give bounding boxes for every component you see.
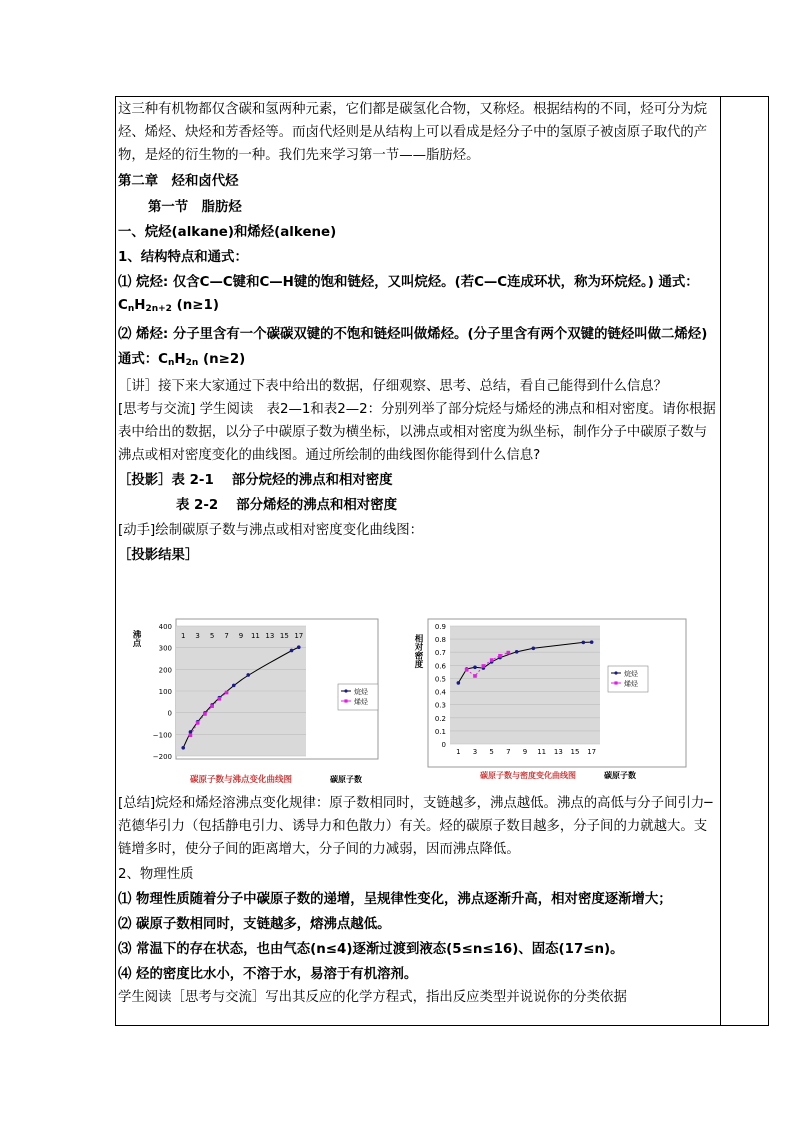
c2-ytick-label: 0.1: [434, 727, 446, 736]
c1-point-烯烃: [225, 691, 229, 695]
property-2: ⑵ 碳原子数相同时，支链越多，熔沸点越低。: [118, 917, 391, 932]
alkane-formula-c: C: [118, 298, 128, 313]
chart2-ylabel: 相对密度: [413, 634, 423, 668]
c1-ytick-label: 400: [158, 623, 172, 631]
c2-ytick-label: 0.2: [434, 714, 446, 723]
projection-table-2: 表 2-2 部分烯烃的沸点和相对密度: [176, 498, 397, 513]
c1-legend-marker: [344, 699, 347, 702]
c2-ytick-label: 0.9: [434, 623, 446, 631]
c1-xtick-label: 1: [180, 632, 186, 640]
lower-content: [118, 792, 718, 1009]
c2-legend-marker: [614, 681, 617, 684]
c1-xtick-label: 11: [250, 632, 260, 640]
c1-point-烯烃: [196, 721, 200, 725]
c1-point-烷烃: [181, 746, 185, 750]
c2-legend-label: 烯烃: [624, 680, 638, 688]
projection-result: ［投影结果］: [118, 548, 199, 563]
column-divider: [720, 96, 721, 1026]
c2-legend-label: 烷烃: [624, 670, 638, 678]
c1-xtick-label: 7: [224, 632, 229, 640]
c1-ytick-label: 200: [158, 666, 172, 675]
c2-point-烷烃: [473, 666, 477, 670]
c2-ytick-label: 0: [441, 741, 446, 749]
heading-structure: 1、结构特点和通式：: [118, 250, 248, 265]
chart2-caption: 碳原子数与密度变化曲线图: [480, 771, 576, 780]
alkene-formula-sub: 2n: [185, 358, 199, 368]
c2-xtick-label: 17: [587, 748, 597, 756]
c2-point-烷烃: [590, 640, 594, 644]
summary-text: [总结]烷烃和烯烃溶沸点变化规律：原子数相同时，支链越多，沸点越低。沸点的高低与分子间引力─范德华引力（包括静电引力、诱导力和色散力）有关。烃的碳原子数目越多，分子间的力就越大。支链增多时，使分子间的距离增大，分子间的力减弱，因而沸点降低。: [118, 796, 713, 857]
lecture-text: ［讲］接下来大家通过下表中给出的数据，仔细观察、思考、总结，看自己能得到什么信息？: [118, 379, 668, 394]
main-content: [118, 98, 718, 567]
c1-point-烯烃: [203, 712, 207, 716]
handson-text: [动手]绘制碳原子数与沸点或相对密度变化曲线图：: [118, 523, 424, 538]
c2-xtick-label: 7: [506, 748, 511, 756]
alkane-def-text: ⑴ 烷烃: 仅含C—C键和C—H键的饱和链烃，又叫烷烃。(若C—C连成环状，称为环烷烃。) 通式：: [118, 275, 699, 290]
alkane-formula-h: H: [134, 298, 146, 313]
c1-xtick-label: 13: [265, 632, 275, 640]
alkene-formula-n: n: [168, 358, 175, 368]
c1-xtick-label: 5: [209, 632, 215, 640]
c2-ytick-label: 0.4: [434, 688, 446, 697]
c2-ytick-label: 0.3: [434, 701, 446, 710]
chapter-heading: 第二章 烃和卤代烃: [118, 174, 239, 189]
c1-ytick-label: 0: [167, 709, 172, 718]
alkene-formula-prefix: 通式：: [118, 352, 159, 367]
c1-point-烷烃: [246, 673, 250, 677]
c2-point-烷烃: [457, 681, 461, 685]
c1-legend-marker: [344, 689, 347, 692]
c2-xtick-label: 3: [472, 748, 478, 756]
c1-ytick-label: −100: [152, 731, 172, 740]
final-prompt: 学生阅读［思考与交流］写出其反应的化学方程式，指出反应类型并说说你的分类依据: [118, 990, 627, 1005]
c2-point-烯烃: [490, 658, 494, 662]
alkene-definition: ⑵ 烯烃: 分子里含有一个碳碳双键的不饱和链烃叫做烯烃。(分子里含有两个双键的链烃叫做二烯烃): [118, 327, 708, 342]
property-3: ⑶ 常温下的存在状态，也由气态(n≤4)逐渐过渡到液态(5≤n≤16)、固态(17≤n)。: [118, 942, 624, 957]
c1-xtick-label: 17: [294, 632, 304, 640]
chart2-x-caption: 碳原子数: [604, 771, 636, 780]
c1-ytick-label: 300: [158, 644, 172, 653]
c2-ytick-label: 0.5: [434, 675, 446, 684]
c2-xtick-label: 5: [489, 748, 494, 756]
property-4: ⑷ 烃的密度比水小，不溶于水，易溶于有机溶剂。: [118, 967, 418, 982]
alkene-formula: [118, 348, 718, 375]
alkane-formula-sub: 2n+2: [145, 304, 172, 314]
projection-table-1: ［投影］表 2-1 部分烷烃的沸点和相对密度: [118, 473, 393, 488]
intro-paragraph: 这三种有机物都仅含碳和氢两种元素，它们都是碳氢化合物，又称烃。根据结构的不同，烃可分为烷烃、烯烃、炔烃和芳香烃等。而卤代烃则是从结构上可以看成是烃分子中的氢原子被卤原子取代的产物，是烃的衍生物的一种。我们先来学习第一节——脂肪烃。: [118, 102, 708, 163]
heading-alkane-alkene: 一、烷烃(alkane)和烯烃(alkene): [118, 225, 337, 240]
c1-legend-label: 烯烃: [354, 698, 368, 706]
chart1-ylabel: 沸点: [131, 630, 141, 647]
c1-point-烷烃: [297, 645, 301, 649]
c2-point-烯烃: [482, 664, 486, 668]
c2-point-烯烃: [473, 674, 477, 678]
c2-legend-marker: [614, 671, 617, 674]
c2-xtick-label: 9: [522, 748, 528, 756]
property-1: ⑴ 物理性质随着分子中碳原子数的递增，呈规律性变化，沸点逐渐升高，相对密度逐渐增大；: [118, 892, 672, 907]
section-heading: 第一节 脂肪烃: [148, 200, 242, 215]
c2-ytick-label: 0.7: [434, 649, 446, 658]
c1-xtick-label: 9: [238, 632, 244, 640]
alkane-definition: [118, 271, 718, 321]
alkene-cond: (n≥2): [202, 352, 246, 367]
c2-ytick-label: 0.6: [434, 662, 446, 671]
alkene-formula-h: H: [174, 352, 186, 367]
c2-xtick-label: 13: [553, 748, 563, 756]
charts-area: [118, 614, 718, 789]
c2-xtick-label: 11: [537, 748, 547, 756]
c1-ytick-label: −200: [152, 753, 172, 761]
c1-point-烯烃: [218, 697, 222, 701]
c2-point-烯烃: [465, 668, 469, 672]
c1-legend-label: 烷烃: [354, 688, 368, 696]
alkane-formula-n: n: [127, 304, 135, 314]
alkene-formula-c: C: [158, 352, 168, 367]
c1-ytick-label: 100: [158, 688, 172, 696]
heading-physical-properties: 2、物理性质: [118, 867, 194, 882]
c2-xtick-label: 15: [570, 748, 580, 756]
relative-density-chart: [408, 614, 698, 786]
chart1-x-caption: 碳原子数: [330, 775, 362, 784]
boiling-point-chart: [118, 614, 388, 786]
c2-point-烷烃: [532, 646, 536, 650]
c2-xtick-label: 1: [456, 748, 461, 756]
chart1-caption: 碳原子数与沸点变化曲线图: [190, 775, 293, 785]
c2-point-烷烃: [582, 641, 586, 645]
c2-point-烯烃: [507, 651, 511, 655]
chart2-plot-area: [450, 626, 600, 744]
c1-point-烷烃: [189, 730, 193, 734]
c1-point-烯烃: [210, 704, 214, 708]
alkane-cond: (n≥1): [176, 298, 219, 313]
c1-xtick-label: 3: [195, 632, 200, 640]
think-exchange-text: [思考与交流] 学生阅读 表2—1和表2—2：分别列举了部分烷烃与烯烃的沸点和相对密度。请你根据表中给出的数据，以分子中碳原子数为横坐标，以沸点或相对密度为纵坐标，制作分子中碳原子数与沸点或相对密度变化的曲线图。通过所绘制的曲线图你能得到什么信息?: [118, 402, 716, 463]
c2-point-烷烃: [515, 650, 519, 654]
c2-ytick-label: 0.8: [434, 636, 446, 645]
c1-xtick-label: 15: [279, 632, 289, 640]
c2-point-烯烃: [498, 654, 502, 658]
c1-point-烷烃: [290, 649, 294, 653]
c1-point-烷烃: [232, 684, 236, 688]
c1-point-烯烃: [189, 733, 193, 737]
